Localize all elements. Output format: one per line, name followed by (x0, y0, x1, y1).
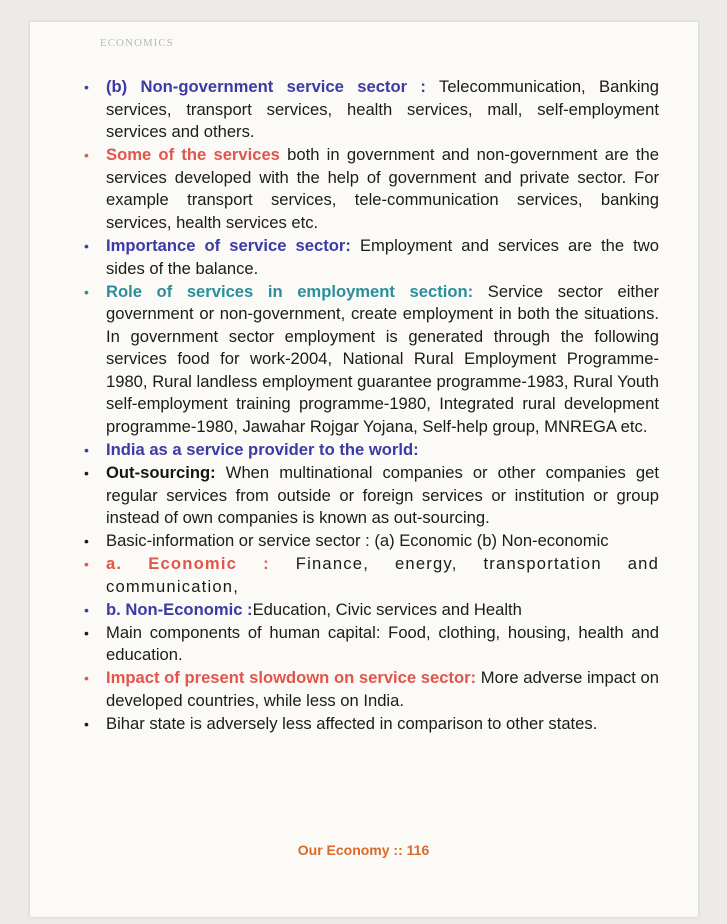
bullet-icon: • (84, 442, 89, 459)
item-body: Bihar state is adversely less affected in comparison to other states. (106, 713, 598, 733)
list-item (84, 462, 659, 530)
list-item (84, 622, 659, 667)
item-body: Main components of human capital: Food, clothing, housing, health and education. (106, 622, 659, 665)
list-item (84, 599, 659, 622)
list-item (84, 530, 659, 553)
bullet-list (84, 76, 660, 736)
item-body: Employment and services are the two sides of the balance. (106, 235, 659, 278)
bullet-icon: • (84, 533, 89, 550)
list-item (84, 553, 660, 598)
bullet-icon: • (84, 237, 89, 254)
item-body: Telecommunication, Banking services, transport services, health services, mall, self-employment services and others. (106, 77, 659, 142)
item-body: Basic-information or service sector : (a) Economic (b) Non-economic (106, 531, 609, 551)
list-item (84, 281, 660, 439)
bullet-icon: • (84, 147, 89, 164)
item-body: More adverse impact on developed countries, while less on India. (106, 668, 659, 710)
item-body: both in government and non-government are the services developed with the help of government and private sector. For example transport services, tele-communication services, banking services, health services etc. (106, 145, 660, 232)
list-item (84, 439, 659, 462)
item-heading: Impact of present slowdown on service sector: (106, 668, 477, 688)
bullet-icon: • (84, 601, 89, 618)
list-item (84, 76, 659, 144)
bullet-icon: • (84, 556, 89, 573)
bleed-through-text: ECONOMICS (100, 37, 174, 49)
item-heading: India as a service provider to the world: (106, 440, 419, 460)
item-heading: (b) Non-government service sector : (106, 77, 426, 96)
item-heading: Out-sourcing: (106, 463, 216, 483)
bullet-icon: • (84, 79, 89, 95)
item-body: When multinational companies or other companies get regular services from outside or foreign services or institution or group instead of own companies is known as out-sourcing. (106, 463, 659, 528)
item-heading: a. Economic : (106, 554, 270, 574)
item-body: Education, Civic services and Health (252, 599, 522, 619)
list-item (84, 667, 659, 712)
list-item (84, 713, 659, 736)
item-heading: Importance of service sector: (106, 235, 351, 255)
list-item (84, 235, 659, 280)
item-heading: Some of the services (106, 145, 280, 165)
bullet-icon: • (84, 715, 89, 732)
item-body: Finance, energy, transportation and communication, (106, 554, 660, 596)
bullet-icon: • (84, 465, 89, 482)
item-body: Service sector either government or non-government, create employment in both the situations. In government sector employment is generated through the following services food for work-2004, National Rural Employment Programme-1980, Rural landless employment guarantee programme-1983, Rural Youth self-employment training programme-1980, Integrated rural development programme-1980, Jawahar Rojgar Yojana, Self-help group, MNREGA etc. (106, 281, 660, 437)
item-heading: Role of services in employment section: (106, 281, 474, 301)
list-item (84, 144, 660, 234)
page-footer: Our Economy :: 116 (297, 842, 430, 858)
bullet-icon: • (84, 624, 89, 641)
bullet-icon: • (84, 670, 89, 687)
item-heading: b. Non-Economic : (106, 599, 253, 619)
bullet-icon: • (84, 283, 89, 300)
